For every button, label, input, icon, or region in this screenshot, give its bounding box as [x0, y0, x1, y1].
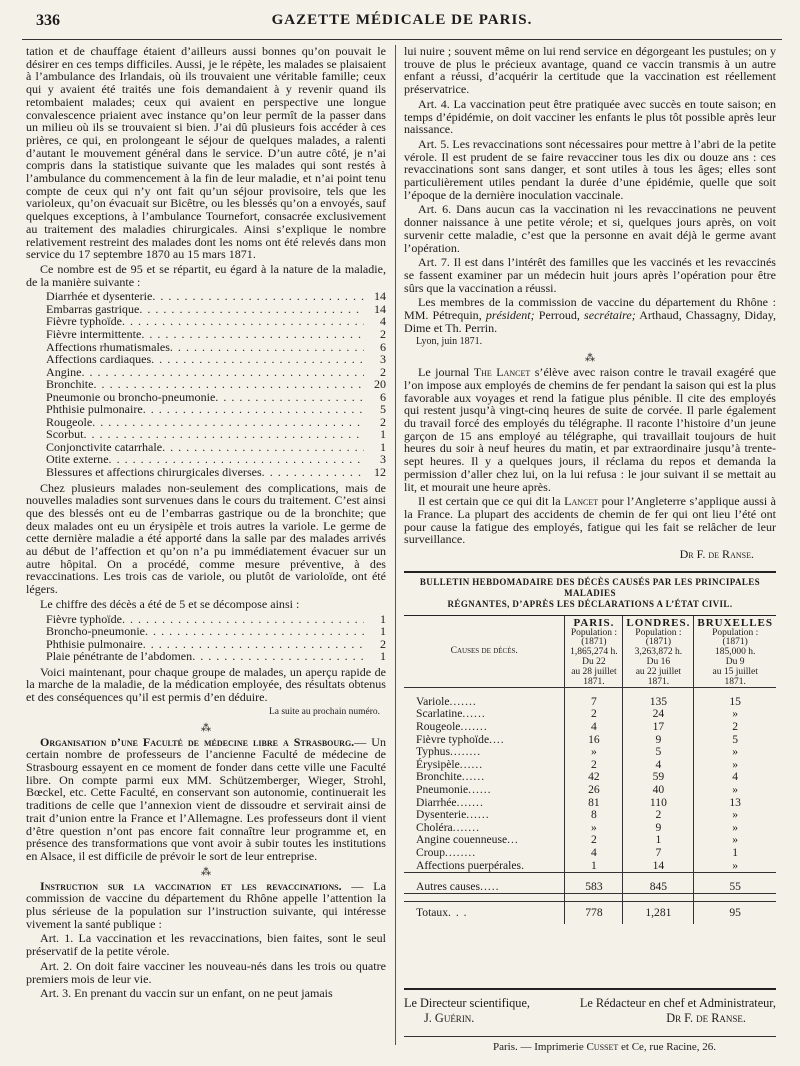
item-label: Fièvre typhoïde [46, 314, 122, 329]
page-header [22, 10, 782, 40]
dot-leader [152, 290, 364, 303]
cause-label: Affections puerpérales. [416, 858, 525, 872]
item-count: 5 [379, 402, 386, 417]
dot-leader [94, 378, 364, 391]
editor-name: Dr F. de Ranse. [666, 1011, 746, 1025]
londres-value: 17 [623, 721, 694, 734]
londres-value: 5 [623, 746, 694, 759]
paris-value: » [565, 822, 623, 835]
londres-value: 4 [623, 759, 694, 772]
londres-value: 110 [623, 797, 694, 810]
disease-row [46, 403, 386, 416]
londres-value: 24 [623, 708, 694, 721]
table-row-other [404, 881, 776, 894]
item-count: 12 [373, 465, 386, 480]
dot-leader [170, 341, 364, 354]
cause-label: Diarrhée....... [416, 795, 484, 809]
item-label: Blessures et affections chirurgicales diverses [46, 465, 262, 480]
director-label: Le Directeur scientifique, [404, 996, 530, 1010]
cause-label: Autres causes..... [416, 879, 500, 893]
bruxelles-value: 2 [694, 721, 776, 734]
bruxelles-value: » [694, 822, 776, 835]
cause-label: Érysipèle...... [416, 757, 484, 771]
item-label: Diarrhée et dysenterie [46, 289, 153, 304]
cause-label: Angine couenneuse... [416, 833, 519, 847]
disease-row [46, 328, 386, 341]
bruxelles-value: 95 [694, 902, 776, 924]
item-label: Broncho-pneumonie [46, 624, 146, 639]
item-count: 1 [379, 439, 386, 454]
paris-value: 16 [565, 734, 623, 747]
londres-value: 40 [623, 784, 694, 797]
bruxelles-value: » [694, 708, 776, 721]
cause-label: Choléra....... [416, 820, 480, 834]
section-separator: ⁂ [201, 722, 211, 734]
item-label: Affections cardiaques [46, 352, 152, 367]
city-details: Population : (1871) 3,263,872 h. Du 16 au 22 juillet 1871. [623, 629, 694, 688]
article-strasbourg [26, 736, 386, 863]
article-title: Organisation d’une Faculté de médecine libre a Strasbourg. [40, 734, 355, 749]
article-item: Art. 3. En prenant du vaccin sur un enfant, on ne peut jamais [40, 986, 333, 1001]
londres-value: 9 [623, 734, 694, 747]
left-column [26, 45, 386, 1002]
paris-value: 42 [565, 771, 623, 784]
bruxelles-value: » [694, 759, 776, 772]
item-label: Scorbut [46, 427, 84, 442]
londres-value: 59 [623, 771, 694, 784]
cause-label: Bronchite...... [416, 770, 486, 784]
dot-leader [81, 366, 364, 379]
death-row [46, 650, 386, 663]
bulletin-title: BULLETIN HEBDOMADAIRE DES DÉCÈS CAUSÉS PAR LES PRINCIPALES MALADIES RÉGNANTES, D’APRÈS LES DÉCLARATIONS A L’ÉTAT CIVIL. [404, 571, 776, 616]
item-label: Bronchite [46, 377, 94, 392]
item-count: 3 [379, 352, 386, 367]
article-title: Instruction sur la vaccination et les revaccinations. [40, 878, 342, 893]
item-count: 4 [379, 314, 386, 329]
cause-label: Scarlatine...... [416, 707, 486, 721]
dot-leader [92, 416, 364, 429]
dot-leader [215, 391, 364, 404]
article-body: — Un certain nombre de professeurs de l’ancienne Faculté de médecine de Strasbourg essayent en ce moment de fonder dans cette ville une Faculté libre. On compte parmi eux MM. Schützemberger, Wieger, Strohl, Bœckel, etc. Cette Faculté, en conservant son autonomie, continuerait les traditions de celle que l’annexion vient de dissoudre et servirait ainsi de trait d’union entre la France et l’Allemagne. Les professeurs dont il vient d’être question n’ont pas encore fait connaître leur programme et, en présence des transformations que vont avoir à subir toutes les institutions en Alsace, il est difficile de prévoir le sort de leur entreprise. [26, 734, 386, 863]
item-label: Fièvre typhoïde [46, 611, 122, 626]
death-row [46, 625, 386, 638]
item-count: 6 [379, 389, 386, 404]
paris-value: 2 [565, 834, 623, 847]
continued-note: La suite au prochain numéro. [268, 706, 380, 717]
paris-value: 7 [565, 696, 623, 709]
cause-label: Totaux. . . [404, 902, 565, 924]
londres-value: 14 [623, 860, 694, 873]
londres-value: 2 [623, 809, 694, 822]
item-count: 1 [379, 649, 386, 664]
cause-label: Fièvre typhoïde.... [416, 732, 505, 746]
paris-value: 26 [565, 784, 623, 797]
londres-value: 7 [623, 847, 694, 860]
disease-list [46, 290, 386, 478]
disease-row [46, 466, 386, 479]
dot-leader [143, 403, 364, 416]
paragraph: Chez plusieurs malades non-seulement des complications, mais de nouvelles maladies sont survenues dans le cours du traitement. C’est ainsi que des blessés ont eu de l’embarras gastrique ou de la bronchite; que deux malades ont eu un érysipèle et trois autres la variole. Le germe de cette dernière maladie a été apporté dans la salle par des malades arrivés au début de l’affection et qu’on n’a pu immédiatement évacuer sur un autre hôpital. On a procédé, comme mesure préventive, à des revaccinations. Les trois cas de variole, ou plutôt de varioloïde, ont été légers. [26, 480, 386, 597]
city-londres: LONDRES. [623, 616, 694, 629]
bruxelles-value: 55 [694, 881, 776, 894]
dot-leader [122, 315, 364, 328]
item-label: Pneumonie ou broncho-pneumonie [46, 389, 216, 404]
death-list [46, 613, 386, 663]
right-column [404, 45, 776, 924]
city-bruxelles: BRUXELLES [694, 616, 776, 629]
dot-leader [192, 650, 364, 663]
paragraph: Il est certain que ce qui dit la Lancet pour l’Angleterre s’applique aussi à la France. La plupart des accidents de chemin de fer qui ont lieu l’été ont pour cause la fatigue des employés, fatigue qui les fait se relâcher de leur surveillance. [404, 494, 776, 547]
page-number: 336 [36, 12, 60, 29]
paragraph: lui nuire ; souvent même on lui rend service en dégorgeant les pustules; on y trouve de plus le précieux avantage, quand ce vaccin transmis à un autre enfant a réussi, d’acquérir la certitude que la vaccination est réellement préservatrice. [404, 44, 776, 97]
paris-value: 81 [565, 797, 623, 810]
dot-leader [151, 353, 364, 366]
city-paris: PARIS. [565, 616, 623, 629]
item-count: 14 [373, 301, 386, 316]
city-details: Population : (1871) 1,865,274 h. Du 22 au 28 juillet 1871. [565, 629, 623, 688]
item-count: 6 [379, 339, 386, 354]
bruxelles-value: 5 [694, 734, 776, 747]
paragraph: Le chiffre des décès a été de 5 et se décompose ainsi : [40, 596, 300, 611]
disease-row [46, 353, 386, 366]
bruxelles-value: 1 [694, 847, 776, 860]
item-count: 14 [373, 289, 386, 304]
bruxelles-value: » [694, 834, 776, 847]
editor-label: Le Rédacteur en chef et Administrateur, [579, 996, 776, 1010]
article-item: Art. 2. On doit faire vacciner les nouveau-nés dans les trois ou quatre premiers mois de leur vie. [26, 958, 386, 986]
item-label: Affections rhumatismales [46, 339, 170, 354]
article-body: — La commission de vaccine du département du Rhône appelle l’attention la plus sérieuse de la population sur l’instruction suivante, qui intéresse vivement la santé publique : [26, 878, 386, 931]
item-label: Phthisie pulmonaire [46, 402, 143, 417]
item-label: Embarras gastrique [46, 301, 140, 316]
disease-row [46, 416, 386, 429]
article-item: Art. 4. La vaccination peut être pratiquée avec succès en toute saison; en temps d’épidémie, on doit vacciner les enfants le plus tôt possible après leur naissance. [404, 96, 776, 137]
cause-label: Rougeole....... [416, 719, 488, 733]
item-count: 20 [373, 377, 386, 392]
table-rule [404, 894, 776, 902]
paris-value: 2 [565, 708, 623, 721]
article-item: Art. 6. Dans aucun cas la vaccination ni les revaccinations ne peuvent donner naissance à une petite vérole; et si, quelques jours après, on voit survenir cette maladie, c’est que la personne en avait déjà le germe avant l’opération. [404, 202, 776, 255]
cause-label: Variole....... [416, 694, 477, 708]
cause-label: Croup........ [416, 845, 477, 859]
paragraph: tation et de chauffage étaient d’ailleurs aussi bonnes qu’on pouvait le désirer en ces temps difficiles. Aussi, je le répète, les malades se plaisaient à l’ambulance des Irlandais, où ils trouvaient une véritable famille; ceux qui y avaient été traités une fois demandaient à y revenir quand ils retombaient malades; ceux qui avaient en perspective une longue convalescence priaient avec instance qu’on leur permît de la passer dans un milieu où ils se trouvaient si bien. J’ai dû plusieurs fois accéder à ces prières, ce qui, en prolongeant le séjour de quelques malades, a ralenti d’autant le mouvement général dans le service. D’un autre côté, je n’ai compris dans la statistique suivante que les malades qui sont restés à l’ambulance du commencement à la fin de leur maladie, et n’ai point tenu compte de ceux qui n’y ont fait qu’un séjour provisoire, tels que les varioleux, qu’on évacuait sur Bicêtre, ou les blessés qu’on a envoyés, sauf quelques exceptions, à l’ambulance Tournefort, consacrée exclusivement au traitement des maladies chirurgicales. Ainsi s’explique le nombre relativement restreint des malades dont les noms ont été relevés dans mon service du 17 septembre 1870 au 15 mars 1871. [26, 44, 386, 262]
item-label: Fièvre intermittente [46, 327, 142, 341]
londres-value: 1 [623, 834, 694, 847]
item-label: Otite externe [46, 452, 109, 467]
city-details: Population : (1871) 185,000 h. Du 9 au 15 juillet 1871. [694, 629, 776, 688]
paris-value: 1 [565, 860, 623, 873]
bruxelles-value: » [694, 746, 776, 759]
article-vaccine [26, 880, 386, 931]
paragraph: Voici maintenant, pour chaque groupe de malades, un aperçu rapide de la marche de la maladie, de la médication employée, des résultats obtenus et des conséquences qu’il est permis d’en déduire. [26, 664, 386, 705]
table-row [404, 860, 776, 873]
printer-imprint: Paris. — Imprimerie Cusset et Ce, rue Racine, 26. [404, 1036, 776, 1053]
author-signature: Dr F. de Ranse. [679, 547, 754, 562]
paris-value: 583 [565, 881, 623, 894]
article-lancet: Le journal The Lancet s’élève avec raison contre le travail exagéré que l’on impose aux employés de chemins de fer pendant la saison qui est la plus favorable aux voyages et rend la fatigue plus pénible. Il cite des employés qui restent jusqu’à vingt-cinq heures de suite de corvée. Il parle également du travail forcé des employés du télégraphe. Il raconte l’histoire d’un jeune garçon de 15 ans employé au télégraphe, qui travaillait toujours de huit heures du soir à neuf heures du matin, et par extraordinaire jusqu’à trente-sept heures. Il y a quelques jours, il réclama du repos et demanda la permission d’aller chez lui, on la lui refusa : le jour suivant il se mettait au lit, et mourait une heure après. [404, 365, 776, 494]
item-label: Plaie pénétrante de l’abdomen [46, 649, 193, 664]
item-count: 2 [379, 327, 386, 341]
bruxelles-value: » [694, 809, 776, 822]
londres-value: 845 [623, 881, 694, 894]
article-item: Art. 7. Il est dans l’intérêt des familles que les vaccinés et les revaccinés se fassent examiner par un médecin huit jours après l’opération pour être sûrs que la vaccination a réussi. [404, 255, 776, 295]
disease-row [46, 366, 386, 379]
cause-label: Dysenterie...... [416, 808, 490, 822]
item-label: Phthisie pulmonaire [46, 636, 143, 651]
item-count: 1 [379, 611, 386, 626]
page-footer [404, 988, 776, 1026]
item-count: 2 [379, 364, 386, 379]
bruxelles-value: 4 [694, 771, 776, 784]
item-count: 2 [379, 636, 386, 651]
bruxelles-value: » [694, 784, 776, 797]
londres-value: 9 [623, 822, 694, 835]
dot-leader [139, 303, 364, 316]
disease-row [46, 378, 386, 391]
paris-value: 8 [565, 809, 623, 822]
dot-leader [262, 466, 364, 479]
table-row-totals [404, 902, 776, 924]
death-statistics-table [404, 616, 776, 924]
item-label: Rougeole [46, 414, 93, 429]
running-title: GAZETTE MÉDICALE DE PARIS. [271, 12, 533, 28]
dateline: Lyon, juin 1871. [416, 336, 483, 348]
londres-value: 135 [623, 696, 694, 709]
item-label: Angine [46, 364, 82, 379]
bruxelles-value: 13 [694, 797, 776, 810]
item-count: 1 [379, 624, 386, 639]
director-name: J. Guérin. [424, 1011, 475, 1025]
paris-value: 4 [565, 721, 623, 734]
londres-value: 1,281 [623, 902, 694, 924]
item-count: 3 [379, 452, 386, 467]
causes-header: Causes de décès. [450, 645, 518, 656]
paragraph: Ce nombre est de 95 et se répartit, eu égard à la nature de la maladie, de la manière suivante : [26, 261, 386, 289]
section-separator: ⁂ [585, 353, 595, 365]
article-item: Art. 5. Les revaccinations sont nécessaires pour mettre à l’abri de la petite vérole. Il est prudent de se faire revacciner tous les dix ou douze ans : ces revaccinations sont sans danger, et sont utiles à tous les âges; elles sont particulièrement utiles pendant la durée d’une épidémie, quelle que soit l’époque de la dernière inoculation vaccinale. [404, 136, 776, 202]
bruxelles-value: » [694, 860, 776, 873]
paris-value: » [565, 746, 623, 759]
section-separator: ⁂ [201, 866, 211, 878]
item-label: Conjonctivite catarrhale [46, 439, 163, 454]
commission-members: Les membres de la commission de vaccine du département du Rhône : MM. Pétrequin, président; Perroud, secrétaire; Arthaud, Chassagny, Diday, Dime et Th. Perrin. [404, 295, 776, 335]
dot-leader [162, 441, 364, 454]
article-item: Art. 1. La vaccination et les revaccinations, bien faites, sont le seul préservatif de la petite vérole. [26, 931, 386, 959]
dot-leader [122, 613, 364, 626]
dot-leader [141, 328, 364, 341]
paris-value: 778 [565, 902, 623, 924]
cause-label: Typhus........ [416, 745, 482, 759]
item-count: 2 [379, 414, 386, 429]
paris-value: 4 [565, 847, 623, 860]
dot-leader [145, 625, 364, 638]
item-count: 1 [379, 427, 386, 442]
cause-label: Pneumonie...... [416, 782, 492, 796]
bruxelles-value: 15 [694, 696, 776, 709]
column-divider [395, 45, 396, 1045]
paris-value: 2 [565, 759, 623, 772]
